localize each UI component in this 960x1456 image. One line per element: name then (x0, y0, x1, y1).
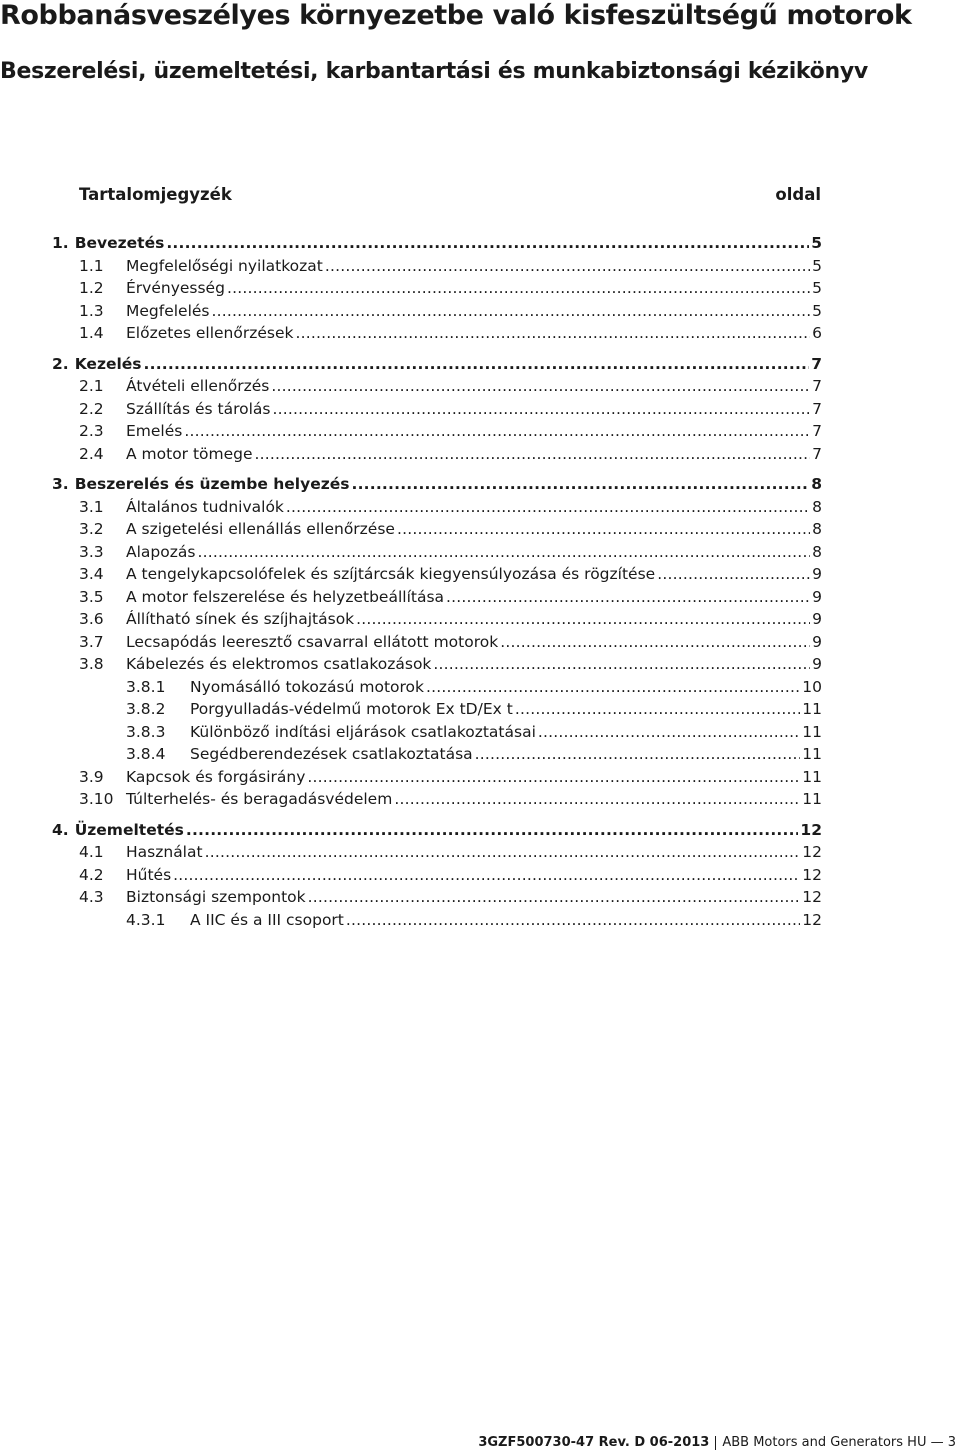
toc-leader-dots (184, 422, 810, 440)
toc-entry-label: Segédberendezések csatlakoztatása (190, 745, 473, 763)
toc-entry-label: Porgyulladás-védelmű motorok Ex tD/Ex t (190, 700, 513, 718)
toc-entry-page: 5 (812, 301, 822, 320)
toc-entry[interactable] (52, 302, 822, 325)
toc-leader-dots (397, 520, 810, 538)
toc-entry[interactable] (52, 324, 822, 347)
toc-entry-page: 7 (812, 377, 822, 395)
toc-entry-label: Általános tudnivalók (126, 497, 284, 516)
toc-entry-number: 2. (52, 354, 69, 373)
toc-entry-page: 9 (812, 655, 822, 673)
table-of-contents (52, 234, 822, 933)
toc-entry-number: 4.3 (79, 888, 104, 906)
toc-leader-dots (286, 498, 810, 516)
toc-entry-number: 3.8.4 (126, 745, 166, 763)
toc-leader-dots (255, 445, 811, 463)
toc-entry-page: 9 (812, 632, 822, 651)
toc-leader-dots (166, 234, 809, 252)
toc-entry-page: 7 (812, 422, 822, 440)
toc-entry-number: 3.8 (79, 655, 104, 673)
toc-entry-page: 12 (802, 865, 822, 884)
toc-entry-page: 5 (812, 279, 822, 297)
toc-entry-page: 11 (802, 700, 822, 718)
toc-entry-page: 7 (812, 444, 822, 463)
page-footer (478, 1435, 956, 1450)
toc-entry-number: 3. (52, 475, 69, 493)
toc-entry-number: 1.3 (79, 301, 104, 320)
toc-entry[interactable] (52, 445, 822, 468)
toc-entry-label: Használat (126, 843, 203, 861)
toc-entry-page: 11 (802, 745, 822, 763)
toc-page-heading: oldal (775, 184, 821, 204)
toc-entry-label: Érvényesség (126, 279, 225, 297)
toc-entry-page: 9 (812, 587, 822, 606)
toc-entry-number: 2.4 (79, 444, 104, 463)
toc-entry[interactable] (52, 888, 822, 911)
toc-entry-label: A IIC és a III csoport (190, 910, 344, 929)
toc-entry-label: Beszerelés és üzembe helyezés (74, 475, 350, 493)
toc-entry-label: Szállítás és tárolás (126, 399, 271, 418)
toc-entry-page: 11 (802, 722, 822, 741)
toc-entry-number: 2.1 (79, 377, 104, 395)
toc-entry[interactable] (52, 400, 822, 423)
toc-entry[interactable] (52, 821, 822, 844)
footer-separator (715, 1436, 716, 1450)
toc-leader-dots (346, 911, 800, 929)
toc-leader-dots (475, 745, 801, 763)
toc-entry-number: 3.1 (79, 497, 104, 516)
toc-leader-dots (173, 866, 800, 884)
toc-entry-label: A motor tömege (126, 444, 253, 463)
toc-leader-dots (325, 257, 810, 275)
toc-entry-number: 3.3 (79, 542, 104, 561)
toc-entry-label: A tengelykapcsolófelek és szíjtárcsák kiegyensúlyozása és rögzítése (126, 565, 656, 583)
toc-leader-dots (197, 543, 810, 561)
toc-entry[interactable] (52, 355, 822, 378)
toc-entry-number: 1.4 (79, 324, 104, 342)
toc-entry[interactable] (52, 633, 822, 656)
toc-entry-label: A szigetelési ellenállás ellenőrzése (126, 520, 395, 538)
toc-entry-number: 3.5 (79, 587, 104, 606)
toc-entry[interactable] (52, 866, 822, 889)
toc-entry-label: Előzetes ellenőrzések (126, 324, 294, 342)
toc-leader-dots (538, 723, 800, 741)
toc-entry-number: 2.2 (79, 399, 104, 418)
toc-entry-page: 6 (812, 324, 822, 342)
toc-entry[interactable] (52, 588, 822, 611)
toc-entry-label: Üzemeltetés (74, 820, 184, 839)
document-code: 3GZF500730-47 Rev. D 06-2013 (478, 1435, 710, 1450)
toc-entry[interactable] (52, 543, 822, 566)
toc-leader-dots (272, 400, 810, 418)
toc-entry[interactable] (52, 790, 822, 813)
toc-header (79, 181, 821, 207)
toc-entry-number: 1.2 (79, 279, 104, 297)
toc-entry-number: 1. (52, 234, 69, 252)
toc-leader-dots (446, 588, 810, 606)
toc-heading: Tartalomjegyzék (79, 184, 232, 204)
toc-entry-page: 11 (802, 790, 822, 808)
toc-leader-dots (356, 610, 810, 628)
toc-leader-dots (307, 768, 800, 786)
toc-entry[interactable] (52, 610, 822, 633)
toc-entry-number: 4.3.1 (126, 910, 166, 929)
toc-entry-label: Kábelezés és elektromos csatlakozások (126, 655, 432, 673)
toc-entry-number: 3.10 (79, 790, 114, 808)
toc-entry-label: Megfelelés (126, 301, 210, 320)
toc-leader-dots (212, 302, 811, 320)
toc-entry-page: 7 (811, 354, 822, 373)
toc-entry[interactable] (52, 723, 822, 746)
toc-leader-dots (271, 377, 810, 395)
toc-entry-label: Nyomásálló tokozású motorok (190, 677, 425, 696)
toc-leader-dots (308, 888, 801, 906)
toc-entry-page: 11 (802, 767, 822, 786)
footer-brand: ABB Motors and Generators HU — 3 (722, 1435, 956, 1450)
toc-entry-label: Kapcsok és forgásirány (126, 767, 306, 786)
toc-entry-label: Átvételi ellenőrzés (126, 377, 270, 395)
toc-entry-page: 9 (812, 610, 822, 628)
toc-entry-page: 7 (812, 399, 822, 418)
toc-entry-number: 3.8.3 (126, 722, 166, 741)
toc-leader-dots (500, 633, 810, 651)
toc-leader-dots (351, 475, 809, 493)
toc-entry[interactable] (52, 498, 822, 521)
toc-entry[interactable] (52, 700, 822, 723)
toc-entry[interactable] (52, 377, 822, 400)
toc-entry[interactable] (52, 257, 822, 280)
toc-entry[interactable] (52, 475, 822, 498)
document-subtitle: Beszerelési, üzemeltetési, karbantartási és munkabiztonsági kézikönyv (0, 59, 868, 84)
toc-entry-label: Megfelelőségi nyilatkozat (126, 256, 323, 275)
toc-entry-page: 12 (802, 843, 822, 861)
toc-entry-label: Hűtés (126, 865, 172, 884)
toc-leader-dots (296, 324, 811, 342)
toc-entry-number: 3.4 (79, 565, 104, 583)
toc-entry-number: 3.6 (79, 610, 104, 628)
toc-entry[interactable] (52, 520, 822, 543)
toc-entry-label: Emelés (126, 422, 183, 440)
toc-entry-page: 9 (812, 565, 822, 583)
toc-entry[interactable] (52, 279, 822, 302)
toc-entry[interactable] (52, 768, 822, 791)
toc-entry-label: Biztonsági szempontok (126, 888, 306, 906)
toc-leader-dots (144, 355, 810, 373)
toc-entry[interactable] (52, 234, 822, 257)
toc-entry-label: Kezelés (74, 354, 142, 373)
toc-leader-dots (426, 678, 800, 696)
toc-entry-number: 3.8.2 (126, 700, 166, 718)
toc-entry-number: 3.2 (79, 520, 104, 538)
toc-entry-page: 8 (812, 542, 822, 561)
toc-leader-dots (227, 279, 810, 297)
toc-entry-page: 12 (802, 888, 822, 906)
toc-entry[interactable] (52, 422, 822, 445)
toc-entry-page: 12 (800, 820, 822, 839)
toc-entry-page: 8 (811, 475, 822, 493)
toc-leader-dots (657, 565, 810, 583)
toc-entry-number: 4. (52, 820, 69, 839)
toc-entry[interactable] (52, 565, 822, 588)
toc-entry[interactable] (52, 911, 822, 934)
toc-entry-label: Lecsapódás leeresztő csavarral ellátott motorok (126, 632, 499, 651)
toc-entry-label: Különböző indítási eljárások csatlakoztatásai (190, 722, 536, 741)
toc-entry-number: 2.3 (79, 422, 104, 440)
toc-entry[interactable] (52, 655, 822, 678)
toc-entry[interactable] (52, 678, 822, 701)
toc-entry-page: 8 (812, 520, 822, 538)
toc-entry-number: 1.1 (79, 256, 104, 275)
toc-entry-page: 5 (811, 234, 822, 252)
toc-leader-dots (186, 821, 799, 839)
toc-entry-label: Bevezetés (74, 234, 165, 252)
toc-entry-label: A motor felszerelése és helyzetbeállítása (126, 587, 445, 606)
toc-entry-label: Túlterhelés- és beragadásvédelem (126, 790, 393, 808)
toc-entry-number: 3.8.1 (126, 677, 166, 696)
toc-entry-page: 12 (802, 910, 822, 929)
toc-entry-page: 8 (812, 497, 822, 516)
toc-entry-number: 3.9 (79, 767, 104, 786)
toc-entry[interactable] (52, 843, 822, 866)
toc-entry-number: 3.7 (79, 632, 104, 651)
toc-entry-page: 5 (812, 256, 822, 275)
document-title: Robbanásveszélyes környezetbe való kisfeszültségű motorok (0, 0, 912, 31)
toc-leader-dots (515, 700, 800, 718)
toc-entry-number: 4.2 (79, 865, 104, 884)
toc-entry-page: 10 (802, 677, 822, 696)
toc-entry-number: 4.1 (79, 843, 104, 861)
toc-entry[interactable] (52, 745, 822, 768)
toc-leader-dots (394, 790, 800, 808)
toc-leader-dots (433, 655, 810, 673)
toc-entry-label: Alapozás (126, 542, 196, 561)
toc-entry-label: Állítható sínek és szíjhajtások (126, 610, 355, 628)
toc-leader-dots (205, 843, 801, 861)
